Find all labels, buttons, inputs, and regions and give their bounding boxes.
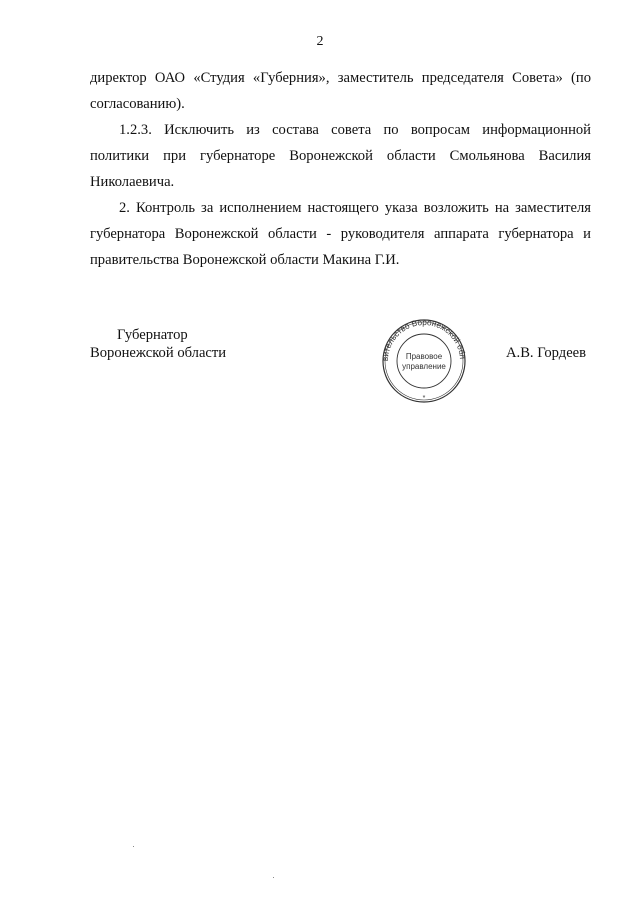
page-number: 2: [316, 34, 324, 49]
seal-graphic: [374, 317, 474, 405]
signatory-name: А.В. Гордеев: [506, 345, 587, 361]
paragraph-3: [90, 195, 591, 273]
paragraph-2-text: 1.2.3. Исключить из состава совета по вопросам информационной политики при губернаторе Воронежской области Смольянова Василия Николаевича.: [90, 122, 591, 190]
seal-inner-ring: [397, 334, 451, 388]
seal-center-line-2: управление: [402, 362, 446, 371]
paragraph-3-text: 2. Контроль за исполнением настоящего указа возложить на заместителя губернатора Воронежской области - руководителя аппарата губернатора и правительства Воронежской области Макина Г.И.: [90, 200, 591, 268]
paragraph-1: директор ОАО «Студия «Губерния», заместитель председателя Совета» (по согласованию).: [90, 70, 591, 112]
signatory-title-line-2: Воронежской области: [90, 345, 227, 361]
signatory-title: [90, 326, 226, 362]
scan-speck: [133, 846, 134, 847]
scan-speck: [273, 877, 274, 878]
seal-center-line-1: Правовое: [405, 352, 443, 361]
seal-star-mark: *: [422, 395, 426, 402]
paragraph-2: [90, 117, 591, 195]
signatory-title-line-1: Губернатор: [117, 327, 188, 343]
official-seal-stamp: [374, 317, 474, 405]
seal-outer-text: вительство Воронежской обл: [380, 317, 467, 362]
